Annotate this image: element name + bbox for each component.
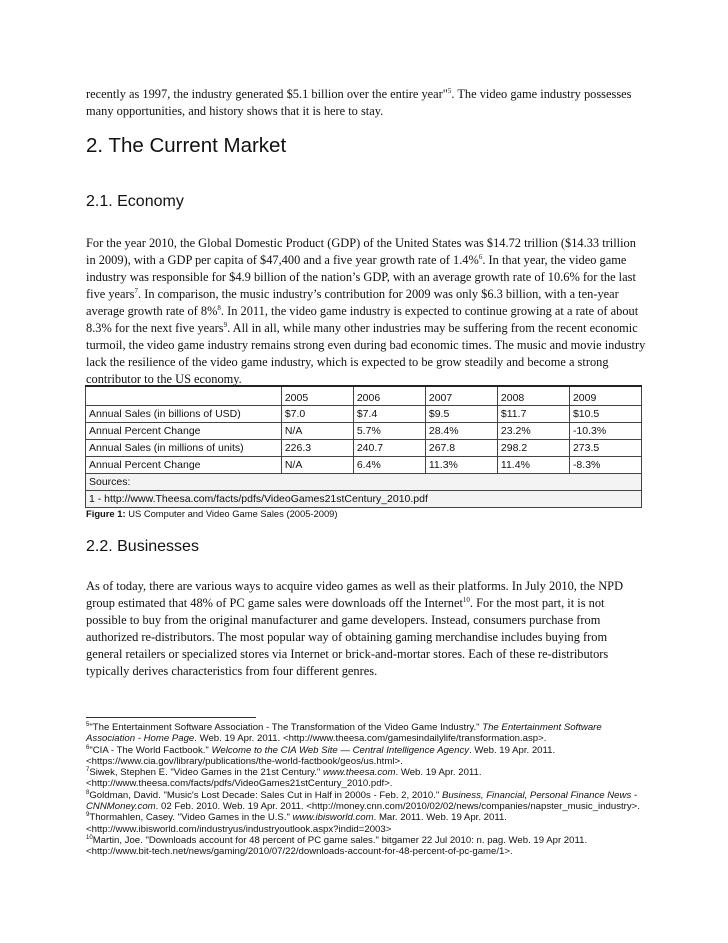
footnote-number: 7 [86,767,90,773]
footnote-7 [86,767,646,790]
footnote-number: 6 [86,744,90,751]
year-header: 2008 [497,386,569,406]
footnote-number: 9 [86,812,90,819]
year-header: 2007 [425,386,497,406]
footnote-ref-10[interactable]: 10 [462,595,470,604]
sales-table [85,385,642,508]
table-row [86,423,642,440]
footnote-ref-7[interactable]: 7 [134,286,139,295]
businesses-text-2: . For the most part, it is not possible to buy from the original manufacturer and game developers. Instead, consumers purchase from authorized re-distributors. The most popular way of obtaining gaming merchandise includes buying from general retailers or specialized stores via Internet or brick-and-mortar stores. Each of these re-distributors typically derives characteristics from four different genres. [86,596,609,678]
table-cell: -8.3% [569,457,641,474]
caption-text: US Computer and Video Game Sales (2005-2009) [125,508,338,519]
figure-caption [86,508,338,519]
table-cell: $11.7 [497,406,569,423]
intro-text: recently as 1997, the industry generated $5.1 billion over the entire year" [86,87,448,101]
economy-text-3: . In comparison, the music industry’s contribution for 2009 was only $6.3 billion, with a ten-year average growth rate of 8% [86,287,619,318]
footnote-ref-9[interactable]: 9 [223,320,228,329]
footnote-source: www.theesa.com [322,767,396,779]
table-cell: 267.8 [425,440,497,457]
footnote-source: www.ibisworld.com [292,812,374,824]
businesses-paragraph [86,578,646,680]
table-cell: 240.7 [353,440,425,457]
table-cell: $7.0 [281,406,353,423]
footnote-text: "CIA - The World Factbook." [89,744,212,756]
footnotes [86,722,646,858]
footnote-text: Goldman, David. "Music's Lost Decade: Sales Cut in Half in 2000s - Feb. 2, 2010." [89,789,442,801]
businesses-text-1: As of today, there are various ways to acquire video games as well as their platforms. In July 2010, the NPD group estimated that 48% of PC game sales were downloads off the Internet [86,579,624,610]
table-cell: 226.3 [281,440,353,457]
table-row [86,440,642,457]
section-heading-current-market: 2. The Current Market [86,134,287,157]
footnote-text: "The Entertainment Software Association - The Transformation of the Video Game Industry." [89,722,483,733]
table-cell: 5.7% [353,423,425,440]
year-header: 2009 [569,386,641,406]
table-cell: 28.4% [425,423,497,440]
footnote-6 [86,745,646,768]
footnote-divider [86,717,256,718]
footnote-number: 10 [86,834,93,841]
footnote-url[interactable]: . Web. 19 Apr. 2011. <http://www.theesa.com/gamesindailylife/transformation.asp>. [194,733,547,745]
table-cell: N/A [281,457,353,474]
table-cell: $10.5 [569,406,641,423]
section-heading-economy: 2.1. Economy [86,193,184,210]
footnote-source: The Entertainment Software Association - Home Page [86,722,602,745]
economy-text-2: . In that year, the video game industry was responsible for $4.9 billion of the nation’s GDP, with an average growth rate of 10.6% for the last five years [86,253,636,301]
row-label: Annual Sales (in millions of units) [86,440,282,457]
table-cell: 273.5 [569,440,641,457]
table-cell: 11.4% [497,457,569,474]
footnote-url[interactable]: . 02 Feb. 2010. Web. 19 Apr. 2011. <http://money.cnn.com/2010/02/02/news/companies/napster_music_industry>. [155,801,640,813]
economy-paragraph [86,235,646,388]
footnote-text: Martin, Joe. "Downloads account for 48 percent of PC game sales." bitgamer 22 Jul 2010: n. pag. Web. 19 Apr 2011. <http://www.bit-tech.net/news/gaming/2010/07/22/downloads-account-for-48-percent-of-pc-game/1>. [86,834,588,858]
footnote-url[interactable]: . Web. 19 Apr. 2011. <http://www.theesa.com/facts/pdfs/VideoGames21stCentury_2010.pdf>. [86,767,482,790]
table-cell: $9.5 [425,406,497,423]
footnote-ref-8[interactable]: 8 [217,303,221,312]
table-sources-row [86,474,642,491]
row-label: Annual Percent Change [86,423,282,440]
table-cell: 23.2% [497,423,569,440]
footnote-8 [86,790,646,813]
source-link[interactable]: 1 - http://www.Theesa.com/facts/pdfs/VideoGames21stCentury_2010.pdf [86,491,642,508]
footnote-url[interactable]: . Web. 19 Apr. 2011. <https://www.cia.gov/library/publications/the-world-factbook/geos/us.html>. [86,744,556,767]
table-source-row [86,491,642,508]
table-cell: 11.3% [425,457,497,474]
footnote-ref-5[interactable]: 5 [447,86,452,95]
table-corner-cell [86,386,282,406]
footnote-source: Business, Financial, Personal Finance News - CNNMoney.com [86,789,638,813]
footnote-text: Siwek, Stephen E. "Video Games in the 21st Century." [89,767,323,779]
caption-label: Figure 1: [86,508,126,519]
footnote-9 [86,812,646,835]
footnote-text: Thormahlen, Casey. "Video Games in the U.S." [89,812,293,824]
table-header-row [86,386,642,406]
year-header: 2005 [281,386,353,406]
table-row [86,406,642,423]
table-cell: -10.3% [569,423,641,440]
intro-text-cont: . The video game industry possesses many opportunities, and history shows that it is here to stay. [86,87,632,118]
footnote-ref-6[interactable]: 6 [478,252,483,261]
table-cell: 298.2 [497,440,569,457]
table-cell: $7.4 [353,406,425,423]
year-header: 2006 [353,386,425,406]
footnote-source: Welcome to the CIA Web Site — Central Intelligence Agency [211,744,470,756]
footnote-10 [86,835,646,858]
row-label: Annual Percent Change [86,457,282,474]
footnote-number: 8 [86,789,90,796]
table-row [86,457,642,474]
sources-label: Sources: [86,474,642,491]
row-label: Annual Sales (in billions of USD) [86,406,282,423]
economy-text-4: . In 2011, the video game industry is expected to continue growing at a rate of about 8.3% for the next five years [86,304,639,335]
table-cell: 6.4% [353,457,425,474]
economy-text-1: For the year 2010, the Global Domestic Product (GDP) of the United States was $14.72 trillion ($14.33 trillion in 2009), with a GDP per capita of $47,400 and a five year growth rate of 1.4% [86,236,636,267]
intro-paragraph [86,86,646,120]
footnote-5 [86,722,646,745]
table-cell: N/A [281,423,353,440]
section-heading-businesses: 2.2. Businesses [86,538,199,555]
economy-text-5: . All in all, while many other industries may be suffering from the recent economic turmoil, the video game industry remains strong even during bad economic times. The music and movie industry lack the resilience of the video game industry, which is expected to be grow steadily and become a strong contributor to the US economy. [86,321,646,386]
footnote-url[interactable]: . Mar. 2011. Web. 19 Apr. 2011. <http://www.ibisworld.com/industryus/industryoutlook.aspx?indid=2003> [86,812,507,835]
footnote-number: 5 [86,721,90,728]
